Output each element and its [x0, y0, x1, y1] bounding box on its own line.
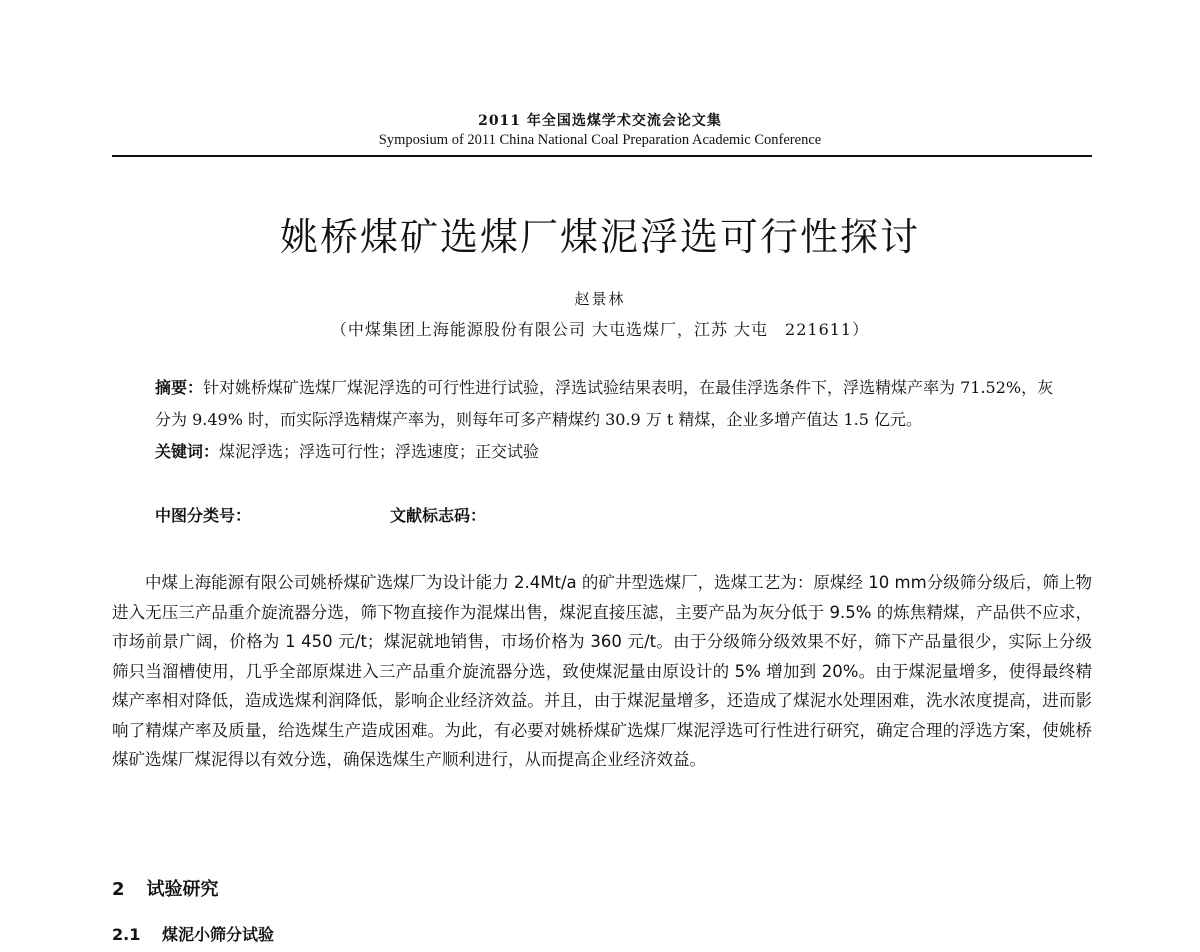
clc-label: 中图分类号：	[155, 506, 252, 525]
subsection-number: 2.1	[112, 925, 141, 944]
keywords-text: 煤泥浮选；浮选可行性；浮选速度；正交试验	[219, 442, 540, 461]
section-heading	[112, 878, 219, 902]
doc-code-label: 文献标志码：	[390, 506, 487, 525]
abstract-block	[155, 372, 1055, 468]
running-title-cn: 2011 年全国选煤学术交流会论文集	[478, 113, 722, 129]
keywords-label: 关键词：	[155, 442, 220, 461]
subsection-heading	[112, 924, 274, 946]
paper-title: 姚桥煤矿选煤厂煤泥浮选可行性探讨	[279, 215, 920, 259]
subsection-title: 煤泥小筛分试验	[162, 925, 275, 944]
running-title-en: Symposium of 2011 China National Coal Preparation Academic Conference	[378, 132, 822, 148]
header-rule	[112, 155, 1092, 157]
intro-paragraph: 中煤上海能源有限公司姚桥煤矿选煤厂为设计能力 2.4Mt/a 的矿井型选煤厂，选煤工艺为：原煤经 10 mm分级筛分级后，筛上物进入无压三产品重介旋流器分选，筛下物直接作为混煤出售，煤泥直接压滤，主要产品为灰分低于 9.5% 的炼焦精煤，产品供不应求，市场前景广阔，价格为 1 450 元/t；煤泥就地销售，市场价格为 360 元/t。由于分级筛分级效果不好，筛下产品量很少，实际上分级筛只当溜槽使用，几乎全部原煤进入三产品重介旋流器分选，致使煤泥量由原设计的 5% 增加到 20%。由于煤泥量增多，使得最终精煤产率相对降低，造成选煤利润降低，影响企业经济效益。并且，由于煤泥量增多，还造成了煤泥水处理困难，洗水浓度提高，进而影响了精煤产率及质量，给选煤生产造成困难。为此，有必要对姚桥煤矿选煤厂煤泥浮选可行性进行研究，确定合理的浮选方案，使姚桥煤矿选煤厂煤泥得以有效分选，确保选煤生产顺利进行，从而提高企业经济效益。	[112, 573, 1092, 769]
running-header	[0, 112, 1200, 150]
classification-line	[155, 502, 487, 530]
abstract-paragraph	[155, 372, 1055, 436]
abstract-text: 针对姚桥煤矿选煤厂煤泥浮选的可行性进行试验，浮选试验结果表明，在最佳浮选条件下，浮选精煤产率为 71.52%，灰分为 9.49% 时，而实际浮选精煤产率为，则每年可多产精煤约 30.9 万 t 精煤，企业多增产值达 1.5 亿元。	[155, 378, 1054, 429]
keywords-line	[155, 436, 1055, 468]
abstract-label: 摘要：	[155, 378, 204, 397]
section-number: 2	[112, 879, 125, 900]
author-name: 赵景林	[574, 290, 626, 308]
section-title: 试验研究	[146, 879, 219, 900]
author-affiliation: （中煤集团上海能源股份有限公司 大屯选煤厂，江苏 大屯 221611）	[330, 320, 870, 339]
